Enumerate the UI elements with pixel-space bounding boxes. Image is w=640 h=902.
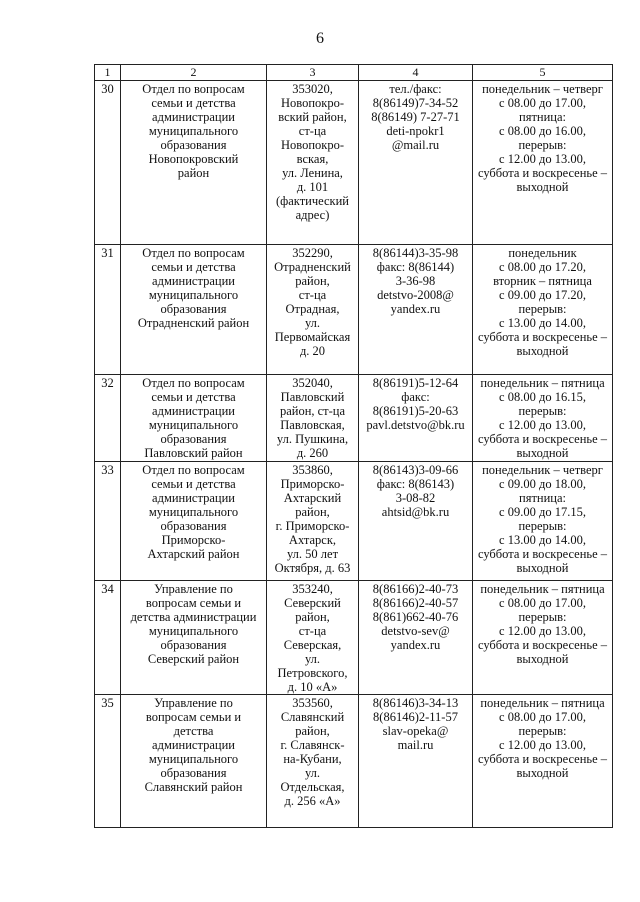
schedule-line: перерыв: bbox=[518, 404, 567, 418]
organization-line: Отдел по вопросам bbox=[142, 246, 245, 260]
contacts-cell bbox=[359, 462, 473, 581]
address-line: д. 10 «А» bbox=[287, 680, 338, 694]
address-line: Отрадная, bbox=[285, 302, 340, 316]
contacts-line: deti-npokr1 bbox=[386, 124, 445, 138]
address-line: адрес) bbox=[295, 208, 330, 222]
organization-line: вопросам семьи и bbox=[145, 710, 242, 724]
schedule-cell bbox=[473, 462, 613, 581]
organization-line: Отдел по вопросам bbox=[142, 82, 245, 96]
organization-line: муниципального bbox=[148, 288, 239, 302]
address-line: (фактический bbox=[275, 194, 350, 208]
contacts-line: 8(861)662-40-76 bbox=[372, 610, 459, 624]
organization-line: вопросам семьи и bbox=[145, 596, 242, 610]
organization-line: Павловский район bbox=[144, 446, 243, 460]
organization-line: Северский район bbox=[147, 652, 240, 666]
organization-line: район bbox=[177, 166, 210, 180]
address-line: ул. 50 лет bbox=[286, 547, 339, 561]
address-cell bbox=[267, 462, 359, 581]
schedule-line: с 08.00 до 17.00, bbox=[499, 96, 586, 110]
schedule-line: с 09.00 до 17.15, bbox=[499, 505, 586, 519]
organization-line: администрации bbox=[152, 404, 235, 418]
contacts-line: detstvo-sev@ bbox=[381, 624, 450, 638]
schedule-line: выходной bbox=[516, 180, 569, 194]
address-line: Северский bbox=[284, 596, 341, 610]
schedule-line: пятница: bbox=[519, 110, 566, 124]
organization-cell bbox=[121, 375, 267, 462]
address-line: д. 260 bbox=[296, 446, 329, 460]
organization-line: Управление по bbox=[154, 582, 233, 596]
row-number-cell: 32 bbox=[95, 375, 121, 462]
schedule-line: выходной bbox=[516, 446, 569, 460]
contacts-line: факс: bbox=[401, 390, 430, 404]
address-cell bbox=[267, 695, 359, 828]
contacts-line: 8(86149) 7-27-71 bbox=[371, 110, 460, 124]
page-number: 6 bbox=[316, 30, 324, 47]
schedule-line: с 09.00 до 18.00, bbox=[499, 477, 586, 491]
address-line: 353860, bbox=[292, 463, 333, 477]
contacts-line: 8(86191)5-12-64 bbox=[372, 376, 459, 390]
table-header-row bbox=[95, 65, 613, 81]
schedule-line: перерыв: bbox=[518, 519, 567, 533]
contacts-line: факс: 8(86144) bbox=[376, 260, 455, 274]
address-line: Славянский bbox=[280, 710, 345, 724]
contacts-line: pavl.detstvo@bk.ru bbox=[366, 418, 465, 432]
organization-line: муниципального bbox=[148, 624, 239, 638]
address-line: район, bbox=[295, 505, 330, 519]
organization-line: муниципального bbox=[148, 752, 239, 766]
contacts-line: 8(86146)2-11-57 bbox=[373, 710, 458, 724]
schedule-line: понедельник – четверг bbox=[482, 463, 603, 477]
organization-line: Отдел по вопросам bbox=[142, 463, 245, 477]
address-line: ул. bbox=[304, 766, 321, 780]
contacts-cell bbox=[359, 375, 473, 462]
organization-line: Отдел по вопросам bbox=[142, 376, 245, 390]
schedule-line: понедельник – пятница bbox=[480, 696, 605, 710]
schedule-line: перерыв: bbox=[518, 138, 567, 152]
address-line: район, bbox=[295, 724, 330, 738]
row-number-cell: 34 bbox=[95, 581, 121, 695]
organization-line: образования bbox=[160, 138, 227, 152]
contacts-line: тел./факс: bbox=[389, 82, 442, 96]
address-line: район, bbox=[295, 610, 330, 624]
organization-line: образования bbox=[160, 638, 227, 652]
schedule-line: с 12.00 до 13.00, bbox=[499, 624, 586, 638]
contacts-line: 8(86146)3-34-13 bbox=[372, 696, 459, 710]
address-line: 352040, bbox=[292, 376, 333, 390]
address-line: д. 256 «А» bbox=[284, 794, 341, 808]
schedule-line: суббота и воскресенье – bbox=[477, 547, 608, 561]
address-line: Приморско- bbox=[280, 477, 345, 491]
table-row bbox=[95, 462, 613, 581]
organization-line: детства bbox=[173, 724, 214, 738]
address-line: Первомайская bbox=[274, 330, 351, 344]
address-line: 353560, bbox=[292, 696, 333, 710]
contacts-line: yandex.ru bbox=[390, 638, 441, 652]
contacts-line: 8(86149)7-34-52 bbox=[372, 96, 459, 110]
address-cell bbox=[267, 81, 359, 245]
address-line: ул. Пушкина, bbox=[276, 432, 349, 446]
schedule-line: пятница: bbox=[519, 491, 566, 505]
schedule-cell bbox=[473, 81, 613, 245]
schedule-line: выходной bbox=[516, 561, 569, 575]
schedule-line: суббота и воскресенье – bbox=[477, 166, 608, 180]
schedule-line: выходной bbox=[516, 766, 569, 780]
row-number-cell: 35 bbox=[95, 695, 121, 828]
address-line: Новопокро- bbox=[280, 96, 345, 110]
address-line: г. Приморско- bbox=[275, 519, 350, 533]
address-line: ст-ца bbox=[298, 124, 327, 138]
schedule-line: с 12.00 до 13.00, bbox=[499, 738, 586, 752]
header-cell: 4 bbox=[359, 65, 473, 81]
header-cell: 2 bbox=[121, 65, 267, 81]
table-row bbox=[95, 375, 613, 462]
organization-cell bbox=[121, 462, 267, 581]
address-line: вский район, bbox=[278, 110, 347, 124]
schedule-line: суббота и воскресенье – bbox=[477, 638, 608, 652]
schedule-line: с 08.00 до 17.00, bbox=[499, 710, 586, 724]
address-line: район, bbox=[295, 274, 330, 288]
organization-line: образования bbox=[160, 766, 227, 780]
header-cell: 1 bbox=[95, 65, 121, 81]
contacts-line: 3-36-98 bbox=[395, 274, 436, 288]
contacts-cell bbox=[359, 81, 473, 245]
organization-line: семьи и детства bbox=[151, 260, 236, 274]
organization-line: семьи и детства bbox=[151, 477, 236, 491]
contacts-line: 8(86191)5-20-63 bbox=[372, 404, 459, 418]
address-line: район, ст-ца bbox=[279, 404, 346, 418]
organization-line: муниципального bbox=[148, 124, 239, 138]
schedule-line: перерыв: bbox=[518, 610, 567, 624]
address-line: Петровского, bbox=[277, 666, 348, 680]
address-line: Ахтарск, bbox=[288, 533, 337, 547]
schedule-line: с 08.00 до 16.15, bbox=[499, 390, 586, 404]
schedule-line: вторник – пятница bbox=[493, 274, 592, 288]
schedule-line: с 12.00 до 13.00, bbox=[499, 152, 586, 166]
organization-line: администрации bbox=[152, 274, 235, 288]
schedule-line: понедельник bbox=[508, 246, 577, 260]
address-line: вская, bbox=[296, 152, 329, 166]
schedule-cell bbox=[473, 581, 613, 695]
address-cell bbox=[267, 581, 359, 695]
address-line: Октября, д. 63 bbox=[274, 561, 351, 575]
organization-cell bbox=[121, 581, 267, 695]
schedule-line: понедельник – пятница bbox=[480, 582, 605, 596]
contacts-line: факс: 8(86143) bbox=[376, 477, 455, 491]
organization-cell bbox=[121, 695, 267, 828]
contacts-line: 8(86143)3-09-66 bbox=[372, 463, 459, 477]
schedule-cell bbox=[473, 245, 613, 375]
address-line: ул. Ленина, bbox=[282, 166, 343, 180]
row-number-cell: 31 bbox=[95, 245, 121, 375]
address-line: 353020, bbox=[292, 82, 333, 96]
organization-line: администрации bbox=[152, 110, 235, 124]
organization-line: администрации bbox=[152, 738, 235, 752]
organization-line: муниципального bbox=[148, 505, 239, 519]
contacts-cell bbox=[359, 581, 473, 695]
organization-line: образования bbox=[160, 302, 227, 316]
schedule-line: с 13.00 до 14.00, bbox=[499, 533, 586, 547]
organization-line: семьи и детства bbox=[151, 390, 236, 404]
schedule-line: с 09.00 до 17.20, bbox=[499, 288, 586, 302]
schedule-line: перерыв: bbox=[518, 724, 567, 738]
organization-line: образования bbox=[160, 519, 227, 533]
schedule-line: понедельник – пятница bbox=[480, 376, 605, 390]
contacts-cell bbox=[359, 695, 473, 828]
address-line: д. 101 bbox=[296, 180, 329, 194]
address-cell bbox=[267, 245, 359, 375]
address-line: Отдельская, bbox=[280, 780, 345, 794]
address-line: ст-ца bbox=[298, 288, 327, 302]
address-line: 353240, bbox=[292, 582, 333, 596]
schedule-line: с 08.00 до 17.20, bbox=[499, 260, 586, 274]
institutions-table bbox=[94, 64, 613, 828]
organization-line: муниципального bbox=[148, 418, 239, 432]
address-line: г. Славянск- bbox=[280, 738, 345, 752]
organization-line: Ахтарский район bbox=[147, 547, 240, 561]
schedule-line: понедельник – четверг bbox=[482, 82, 603, 96]
schedule-line: перерыв: bbox=[518, 302, 567, 316]
schedule-line: выходной bbox=[516, 344, 569, 358]
contacts-line: detstvo-2008@ bbox=[377, 288, 454, 302]
organization-line: администрации bbox=[152, 491, 235, 505]
address-line: ул. bbox=[304, 652, 321, 666]
organization-line: семьи и детства bbox=[151, 96, 236, 110]
address-cell bbox=[267, 375, 359, 462]
table-row bbox=[95, 695, 613, 828]
contacts-line: 3-08-82 bbox=[395, 491, 436, 505]
address-line: д. 20 bbox=[299, 344, 326, 358]
address-line: Северская, bbox=[283, 638, 342, 652]
address-line: Павловская, bbox=[280, 418, 345, 432]
contacts-line: 8(86144)3-35-98 bbox=[372, 246, 459, 260]
address-line: 352290, bbox=[292, 246, 333, 260]
row-number-cell: 30 bbox=[95, 81, 121, 245]
header-cell: 5 bbox=[473, 65, 613, 81]
address-line: ул. bbox=[304, 316, 321, 330]
contacts-line: slav-opeka@ bbox=[382, 724, 449, 738]
schedule-line: суббота и воскресенье – bbox=[477, 752, 608, 766]
organization-line: Приморско- bbox=[161, 533, 226, 547]
schedule-line: с 08.00 до 17.00, bbox=[499, 596, 586, 610]
address-line: Ахтарский bbox=[283, 491, 342, 505]
organization-line: образования bbox=[160, 432, 227, 446]
contacts-cell bbox=[359, 245, 473, 375]
organization-cell bbox=[121, 81, 267, 245]
organization-line: Отрадненский район bbox=[137, 316, 250, 330]
table-row bbox=[95, 81, 613, 245]
row-number-cell: 33 bbox=[95, 462, 121, 581]
contacts-line: 8(86166)2-40-57 bbox=[372, 596, 459, 610]
address-line: на-Кубани, bbox=[283, 752, 342, 766]
table-row bbox=[95, 245, 613, 375]
schedule-cell bbox=[473, 695, 613, 828]
schedule-line: с 13.00 до 14.00, bbox=[499, 316, 586, 330]
contacts-line: ahtsid@bk.ru bbox=[381, 505, 450, 519]
contacts-line: @mail.ru bbox=[391, 138, 440, 152]
table-row bbox=[95, 581, 613, 695]
organization-line: Новопокровский bbox=[148, 152, 239, 166]
organization-line: Славянский район bbox=[144, 780, 243, 794]
address-line: ст-ца bbox=[298, 624, 327, 638]
schedule-line: выходной bbox=[516, 652, 569, 666]
address-line: Новопокро- bbox=[280, 138, 345, 152]
header-cell: 3 bbox=[267, 65, 359, 81]
schedule-line: суббота и воскресенье – bbox=[477, 330, 608, 344]
organization-line: детства администрации bbox=[130, 610, 257, 624]
address-line: Павловский bbox=[280, 390, 345, 404]
contacts-line: mail.ru bbox=[397, 738, 434, 752]
schedule-line: с 12.00 до 13.00, bbox=[499, 418, 586, 432]
contacts-line: 8(86166)2-40-73 bbox=[372, 582, 459, 596]
organization-line: Управление по bbox=[154, 696, 233, 710]
schedule-line: суббота и воскресенье – bbox=[477, 432, 608, 446]
address-line: Отрадненский bbox=[274, 260, 351, 274]
schedule-line: с 08.00 до 16.00, bbox=[499, 124, 586, 138]
schedule-cell bbox=[473, 375, 613, 462]
contacts-line: yandex.ru bbox=[390, 302, 441, 316]
organization-cell bbox=[121, 245, 267, 375]
